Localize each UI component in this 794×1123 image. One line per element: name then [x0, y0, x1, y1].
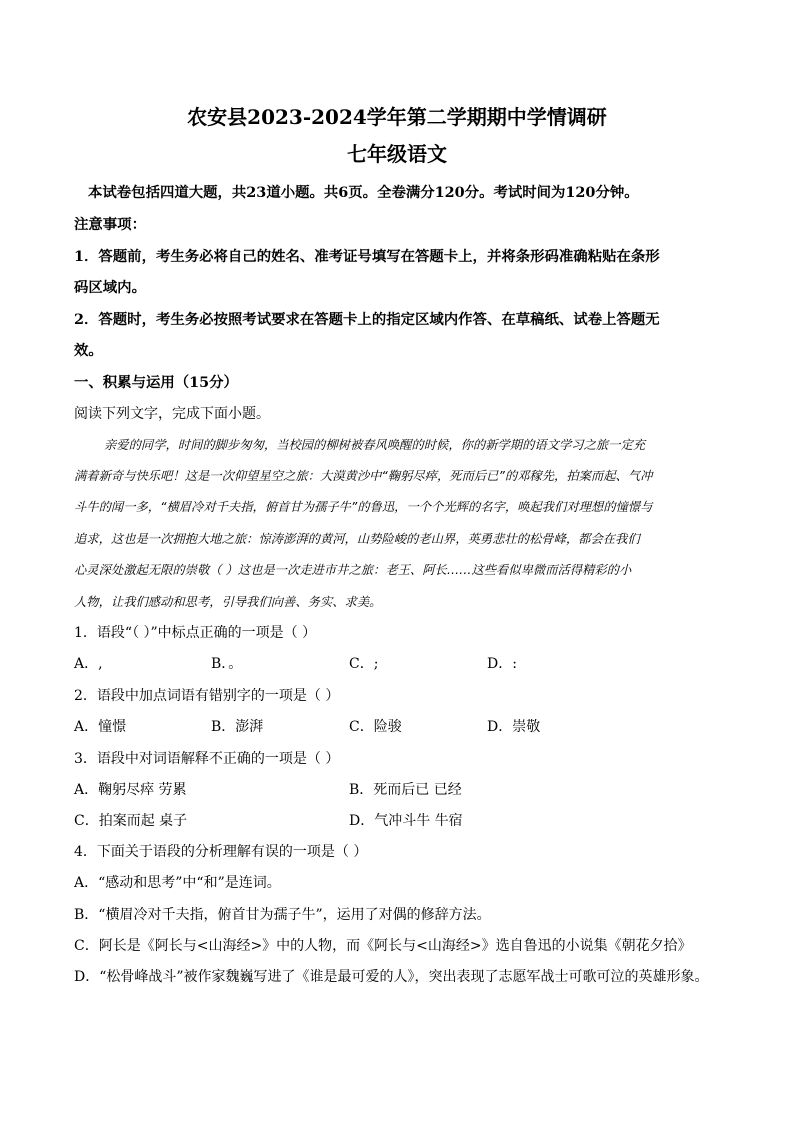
question-3-option-d: D．气冲斗牛 牛宿	[349, 813, 463, 829]
question-3-option-a: A．鞠躬尽瘁 劳累	[74, 782, 187, 798]
section-1-heading: 一、积累与运用（15分）	[74, 374, 238, 391]
passage-line-5: 心灵深处激起无限的崇敬（ ）这也是一次走进市井之旅：老王、阿长……这些看似卑微而活得精彩的小	[74, 563, 632, 577]
question-2-option-c: C．险骏	[349, 719, 402, 735]
notice-item-1-line-1: 1．答题前，考生务必将自己的姓名、准考证号填写在答题卡上，并将条形码准确粘贴在条形	[74, 248, 660, 265]
question-4-stem: 4．下面关于语段的分析理解有误的一项是（ ）	[74, 844, 368, 860]
question-3-option-b: B．死而后已 已经	[349, 782, 462, 798]
notice-item-1-line-2: 码区域内。	[74, 279, 146, 296]
passage-line-1: 亲爱的同学，时间的脚步匆匆，当校园的柳树被春风唤醒的时候，你的新学期的语文学习之旅一定充	[104, 438, 646, 452]
passage-line-2: 满着新奇与快乐吧！这是一次仰望星空之旅：大漠黄沙中“鞠躬尽瘁，死而后已”的邓稼先，拍案而起、气冲	[74, 469, 653, 483]
question-1-option-b: B．。	[211, 656, 243, 672]
question-1-option-c: C．;	[349, 656, 379, 672]
passage-line-3: 斗牛的闻一多，“横眉冷对千夫指，俯首甘为孺子牛”的鲁迅，一个个光辉的名字，唤起我们对理想的憧憬与	[74, 500, 653, 514]
question-2-option-a: A．憧憬	[74, 719, 127, 735]
passage-line-6: 人物，让我们感动和思考，引导我们向善、务实、求美。	[74, 595, 382, 609]
notice-item-2-line-1: 2．答题时，考生务必按照考试要求在答题卡上的指定区域内作答、在草稿纸、试卷上答题无	[74, 311, 660, 328]
exam-title: 农安县2023-2024学年第二学期期中学情调研	[187, 105, 607, 129]
notice-heading: 注意事项：	[74, 216, 146, 233]
section-1-instruction: 阅读下列文字，完成下面小题。	[74, 406, 270, 422]
question-4-option-a: A．“感动和思考”中“和”是连词。	[74, 875, 281, 891]
exam-intro: 本试卷包括四道大题，共23道小题。共6页。全卷满分120分。考试时间为120分钟。	[88, 184, 639, 201]
question-4-option-d: D．“松骨峰战斗”被作家魏巍写进了《谁是最可爱的人》，突出表现了志愿军战士可歌可泣的英雄形象。	[74, 969, 709, 985]
question-2-option-d: D．崇敬	[487, 719, 541, 735]
question-4-option-b: B．“横眉冷对千夫指，俯首甘为孺子牛”，运用了对偶的修辞方法。	[74, 907, 491, 923]
question-4-option-c: C．阿长是《阿长与<山海经>》中的人物，而《阿长与<山海经>》选自鲁迅的小说集《朝花夕拾》	[74, 938, 692, 954]
passage-line-4: 追求，这也是一次拥抱大地之旅：惊涛澎湃的黄河，山势险峻的老山界，英勇悲壮的松骨峰，都会在我们	[74, 532, 640, 546]
question-1-option-a: A．,	[74, 656, 103, 672]
question-2-stem: 2．语段中加点词语有错别字的一项是（ ）	[74, 688, 340, 704]
question-1-stem: 1．语段“（ ）”中标点正确的一项是（ ）	[74, 625, 317, 641]
exam-subtitle: 七年级语文	[347, 142, 447, 166]
question-3-option-c: C．拍案而起 桌子	[74, 813, 188, 829]
question-2-option-b: B．澎湃	[211, 719, 264, 735]
notice-item-2-line-2: 效。	[74, 342, 103, 359]
question-1-option-d: D．:	[487, 656, 517, 672]
question-3-stem: 3．语段中对词语解释不正确的一项是（ ）	[74, 751, 340, 767]
